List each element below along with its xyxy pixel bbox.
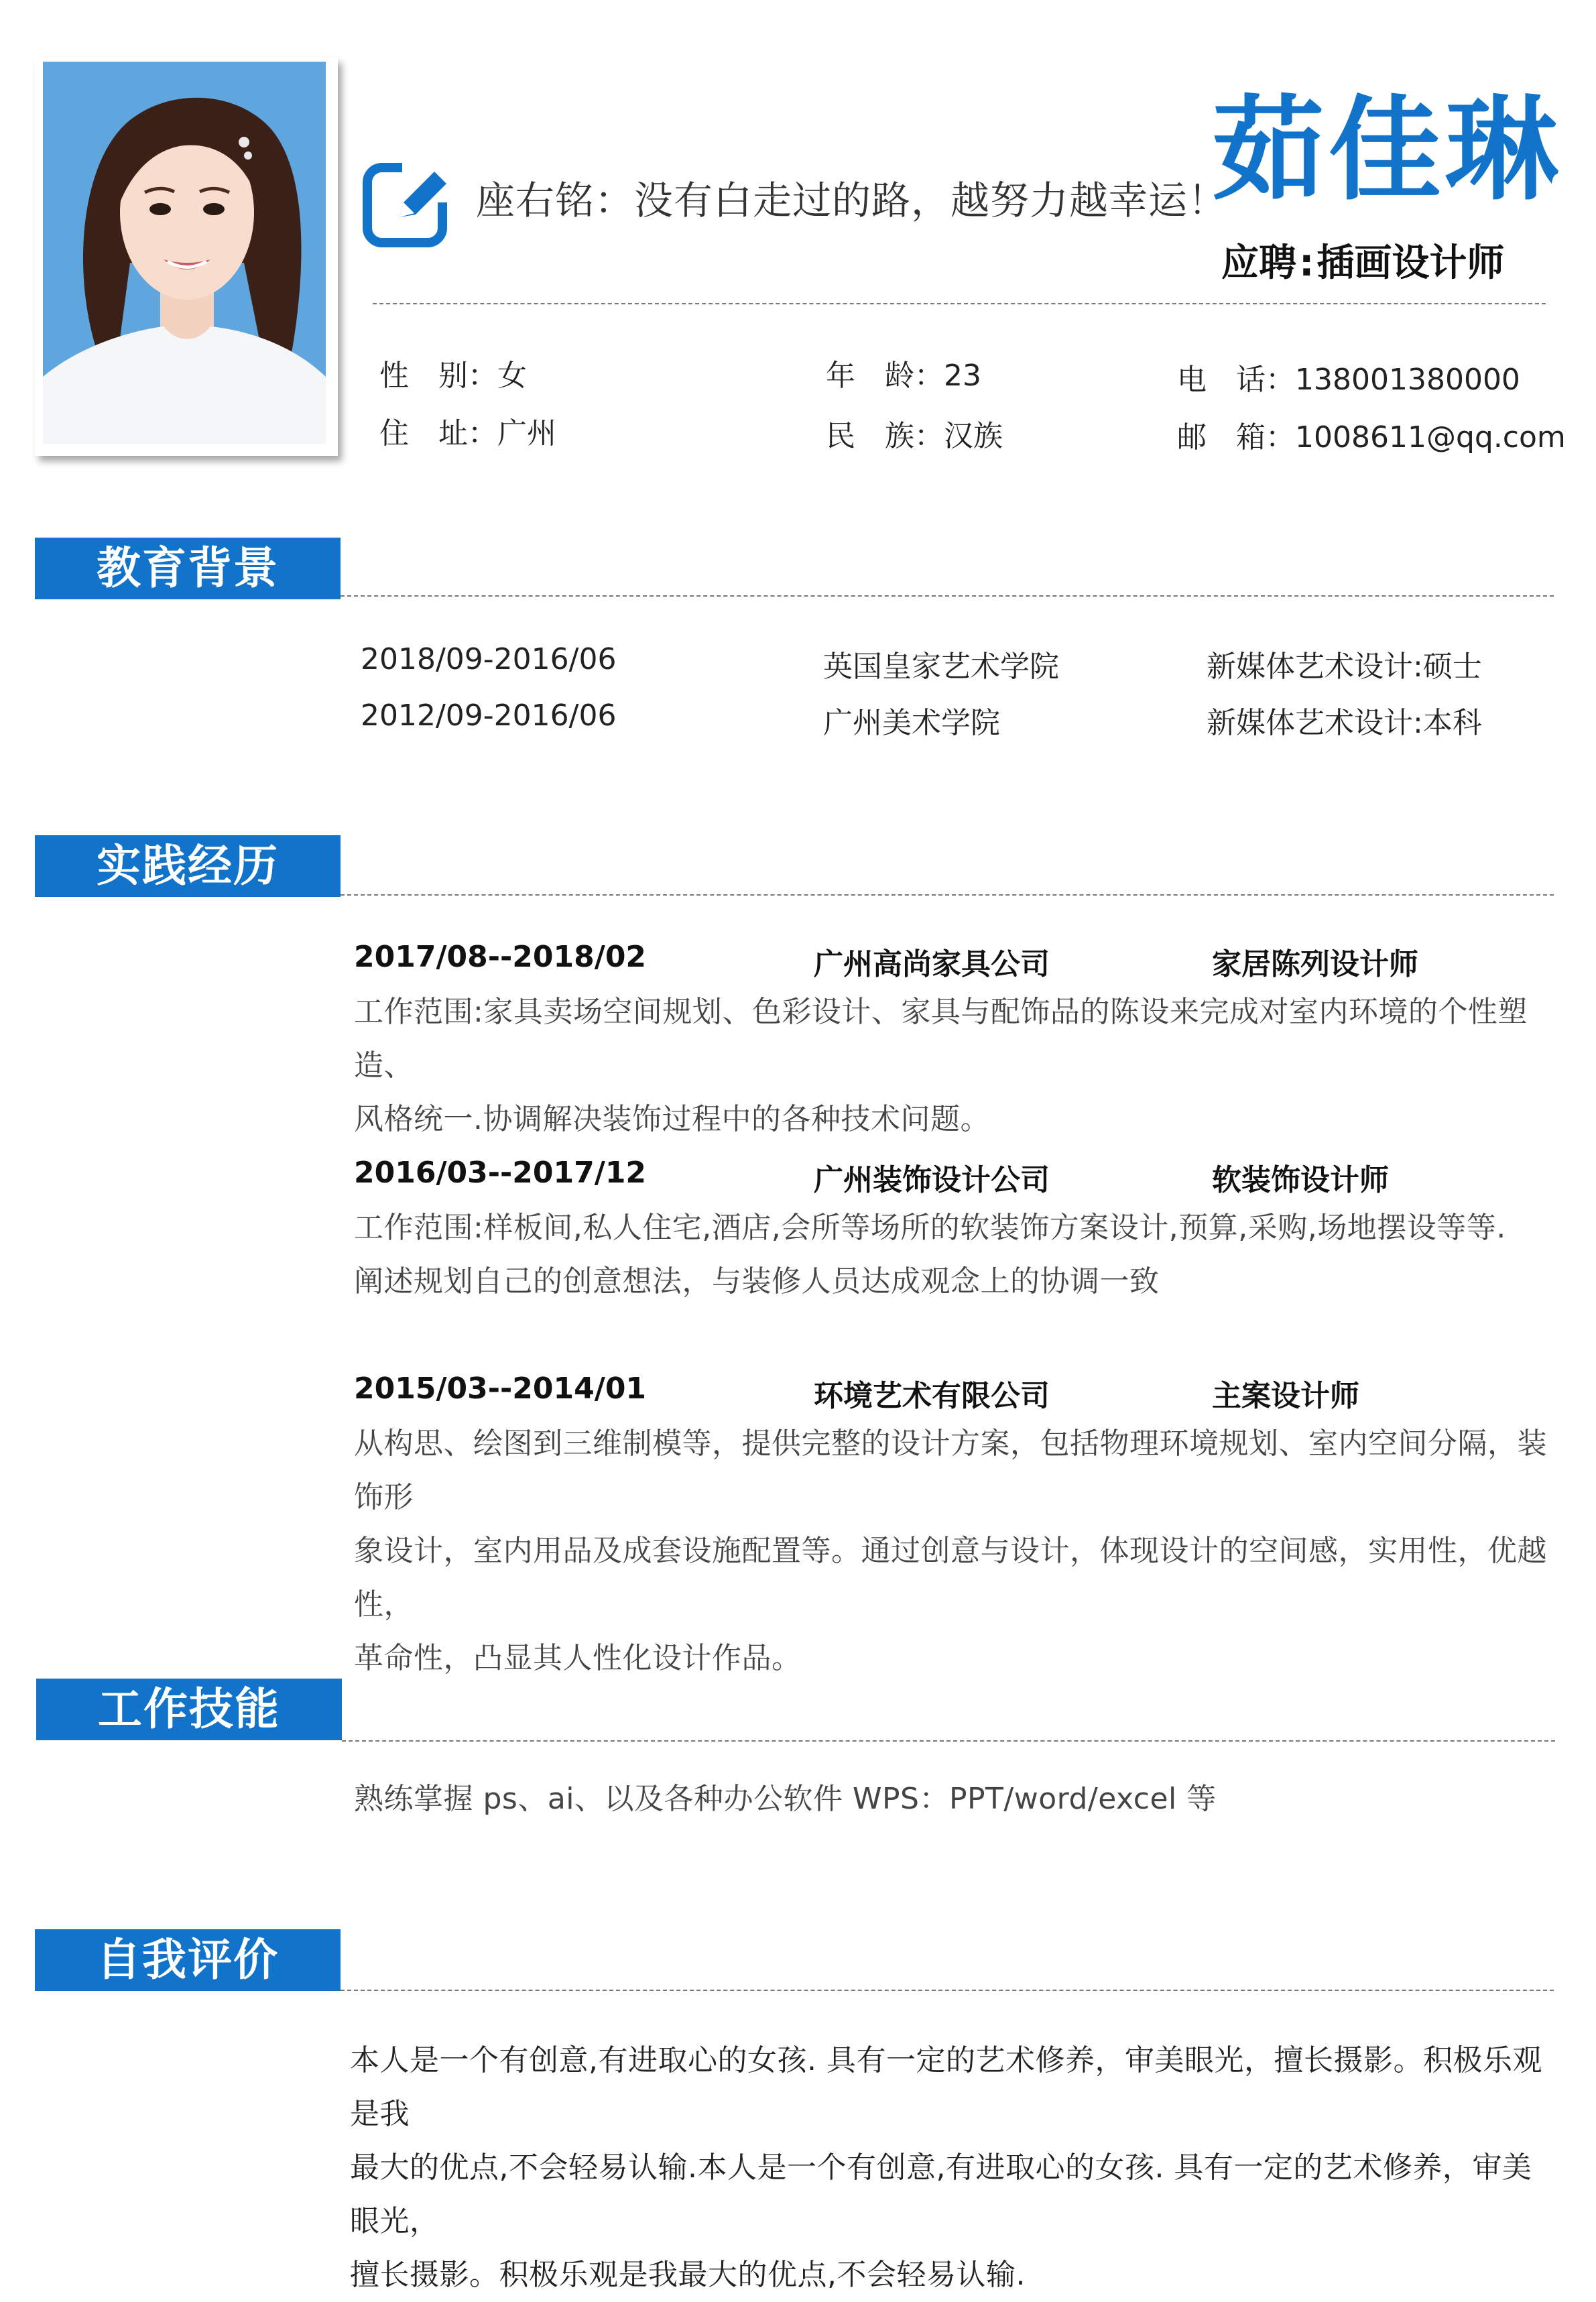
apply-label: 应聘 xyxy=(1221,241,1296,285)
exp-description-line: 革命性，凸显其人性化设计作品。 xyxy=(354,1641,802,1675)
apply-role: 插画设计师 xyxy=(1316,241,1505,285)
info-gender-value: 女 xyxy=(497,359,527,393)
exp-description-line: 工作范围:家具卖场空间规划、色彩设计、家具与配饰品的陈设来完成对室内环境的个性塑造、 xyxy=(354,995,1528,1083)
exp-description-line: 风格统一.协调解决装饰过程中的各种技术问题。 xyxy=(354,1102,990,1136)
info-ethnicity-label: 民 族： xyxy=(826,419,944,453)
edu-school: 广州美术学院 xyxy=(823,706,1000,740)
exp-company: 环境艺术有限公司 xyxy=(814,1379,1050,1413)
edu-period: 2018/09-2016/06 xyxy=(361,642,617,676)
edu-period: 2012/09-2016/06 xyxy=(361,699,617,733)
edu-school: 英国皇家艺术学院 xyxy=(823,650,1059,684)
edu-degree: 新媒体艺术设计:本科 xyxy=(1207,706,1482,740)
header-divider xyxy=(373,303,1546,304)
skills-text: 熟练掌握 ps、ai、以及各种办公软件 WPS：PPT/word/excel 等 xyxy=(354,1782,1217,1816)
exp-role: 主案设计师 xyxy=(1212,1379,1359,1413)
info-age-value: 23 xyxy=(944,359,981,393)
exp-period: 2017/08--2018/02 xyxy=(354,940,647,974)
info-phone-label: 电 话： xyxy=(1177,363,1295,397)
exp-description-line: 从构思、绘图到三维制模等，提供完整的设计方案，包括物理环境规划、室内空间分隔，装饰形 xyxy=(354,1427,1547,1514)
info-address-value: 广州 xyxy=(497,416,556,450)
exp-description-line: 象设计，室内用品及成套设施配置等。通过创意与设计，体现设计的空间感，实用性，优越性， xyxy=(354,1534,1547,1622)
exp-description-line: 阐述规划自己的创意想法，与装修人员达成观念上的协调一致 xyxy=(354,1264,1160,1298)
candidate-name: 茹佳琳 xyxy=(1212,84,1562,216)
info-email-label: 邮 箱： xyxy=(1177,420,1295,455)
self-eval-text xyxy=(350,2034,1550,2302)
exp-description-line: 工作范围:样板间,私人住宅,酒店,会所等场所的软装饰方案设计,预算,采购,场地摆设等等. xyxy=(354,1211,1506,1245)
info-age-label: 年 龄： xyxy=(826,359,944,393)
edit-icon xyxy=(362,158,456,252)
info-phone-value: 138001380000 xyxy=(1295,363,1520,397)
exp-description xyxy=(354,1201,1554,1309)
profile-photo xyxy=(43,62,326,444)
exp-period: 2016/03--2017/12 xyxy=(354,1156,647,1190)
section-divider-self-eval xyxy=(341,1990,1554,1991)
edu-degree: 新媒体艺术设计:硕士 xyxy=(1207,650,1482,684)
apply-separator: : xyxy=(1299,241,1314,285)
section-title-experience: 实践经历 xyxy=(35,835,341,897)
exp-role: 家居陈列设计师 xyxy=(1212,947,1418,981)
self-eval-line: 本人是一个有创意,有进取心的女孩. 具有一定的艺术修养，审美眼光，擅长摄影。积极乐观是我 xyxy=(350,2043,1542,2131)
section-title-self-eval: 自我评价 xyxy=(35,1929,341,1991)
self-eval-line: 擅长摄影。积极乐观是我最大的优点,不会轻易认输. xyxy=(350,2258,1026,2292)
exp-role: 软装饰设计师 xyxy=(1212,1163,1389,1197)
info-ethnicity xyxy=(826,412,1003,455)
profile-photo-frame xyxy=(35,58,338,456)
info-email-value: 1008611@qq.com xyxy=(1295,420,1566,455)
info-address-label: 住 址： xyxy=(379,416,497,450)
section-title-skills: 工作技能 xyxy=(36,1679,342,1740)
exp-company: 广州装饰设计公司 xyxy=(814,1163,1050,1197)
info-age xyxy=(826,351,981,394)
exp-period: 2015/03--2014/01 xyxy=(354,1372,647,1406)
info-phone xyxy=(1177,355,1520,398)
info-gender-label: 性 别： xyxy=(379,359,497,393)
section-title-education: 教育背景 xyxy=(35,538,341,599)
info-address xyxy=(379,409,556,452)
section-divider-experience xyxy=(341,894,1554,896)
exp-company: 广州高尚家具公司 xyxy=(814,947,1050,981)
portrait-image xyxy=(43,62,326,444)
exp-description xyxy=(354,985,1554,1146)
section-divider-skills xyxy=(342,1740,1555,1742)
info-ethnicity-value: 汉族 xyxy=(944,419,1003,453)
section-divider-education xyxy=(341,595,1554,597)
exp-description xyxy=(354,1417,1554,1685)
applied-position xyxy=(1221,233,1504,287)
self-eval-line: 最大的优点,不会轻易认输.本人是一个有创意,有进取心的女孩. 具有一定的艺术修养，审美眼光， xyxy=(350,2150,1532,2238)
info-email xyxy=(1177,413,1566,456)
info-gender xyxy=(379,351,527,394)
motto-text: 座右铭：没有白走过的路，越努力越幸运！ xyxy=(476,178,1228,223)
